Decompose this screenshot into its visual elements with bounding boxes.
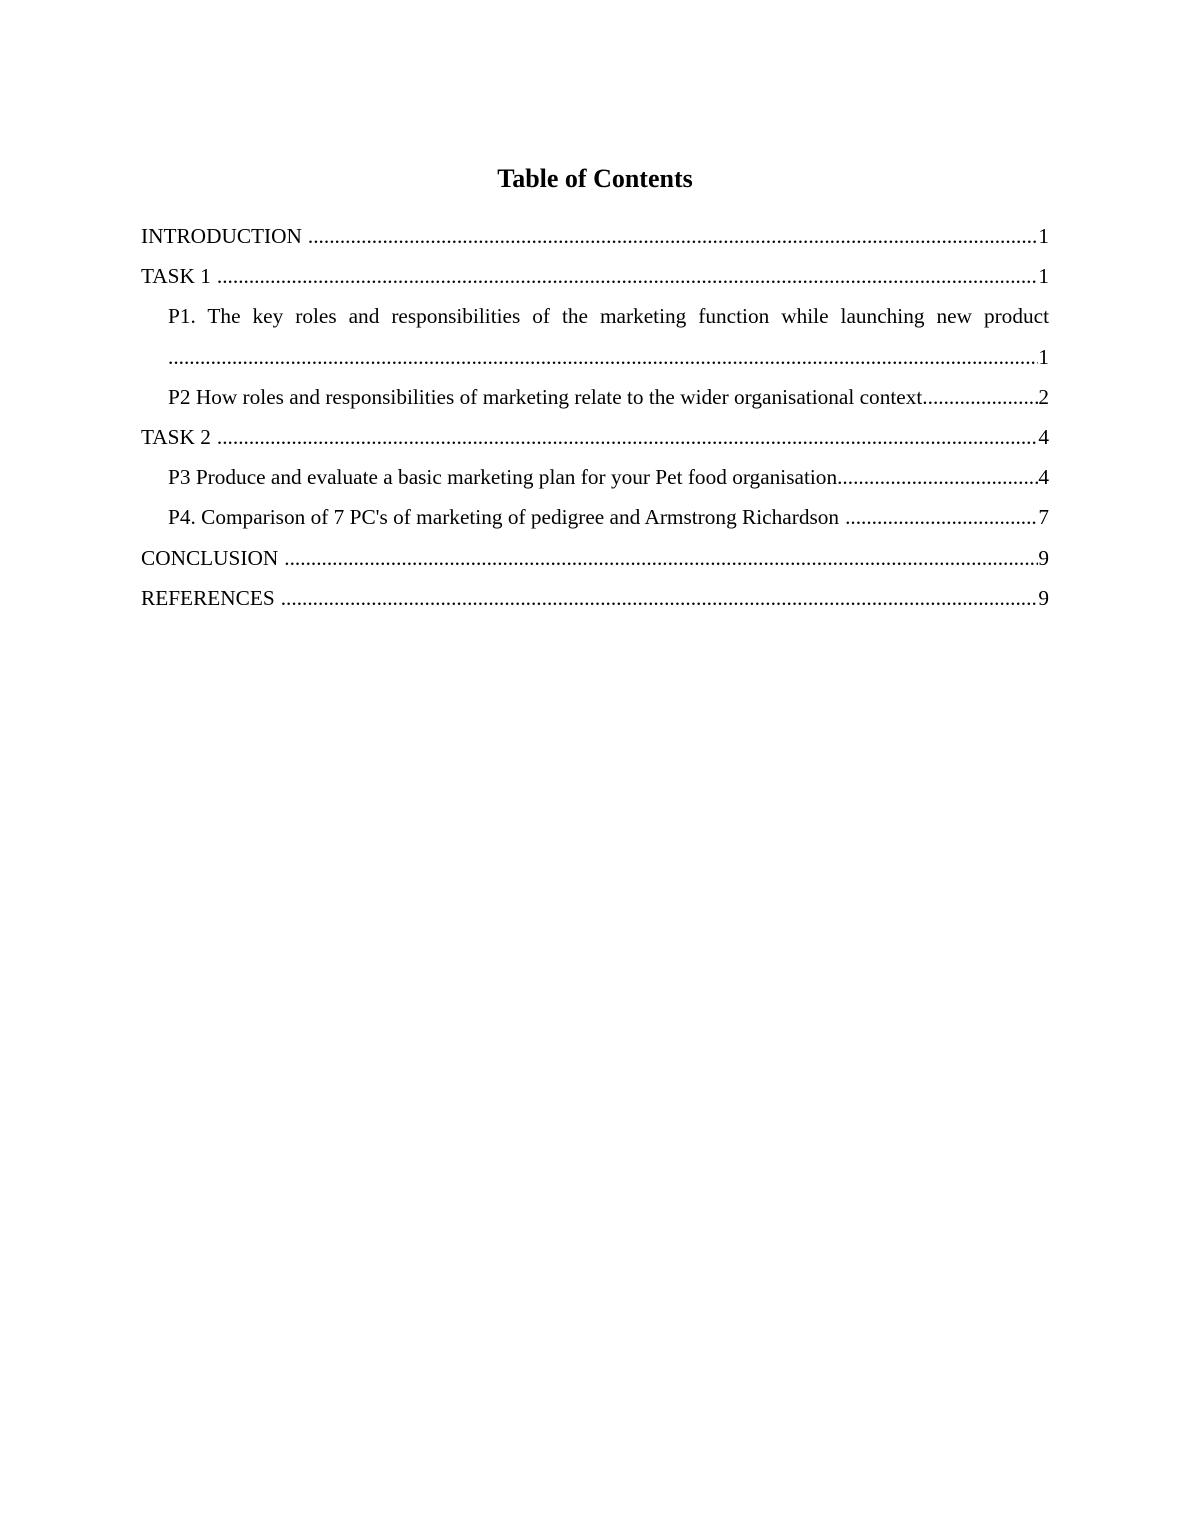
toc-entry-text: P1. The key roles and responsibilities of the marketing function while launching new product [168, 304, 1049, 329]
toc-dot-leader [284, 538, 1038, 578]
toc-page-number: 2 [1038, 384, 1049, 409]
toc-entry-p3[interactable] [141, 457, 1049, 497]
toc-page-number: 7 [1038, 505, 1049, 530]
toc-page-number: 9 [1038, 585, 1049, 610]
toc-entry-references[interactable] [141, 578, 1049, 618]
toc-entry-task-2[interactable] [141, 417, 1049, 457]
toc-entry-task-1[interactable] [141, 256, 1049, 296]
toc-dot-leader [837, 457, 1038, 497]
toc-entry-p1[interactable] [141, 296, 1049, 376]
toc-page-number: 1 [1038, 224, 1049, 248]
toc-title: Table of Contents [497, 164, 693, 193]
toc-entry-text: P2 How roles and responsibilities of marketing relate to the wider organisational context [168, 384, 923, 409]
toc-entry-text: REFERENCES [141, 585, 275, 610]
toc-entry-text: INTRODUCTION [141, 224, 302, 248]
toc-entry-text: CONCLUSION [141, 545, 279, 570]
table-of-contents [141, 216, 1049, 618]
toc-entry-text: TASK 1 [141, 264, 211, 289]
toc-dot-leader [168, 337, 1038, 377]
toc-entry-p2[interactable] [141, 377, 1049, 417]
toc-dot-leader [308, 216, 1038, 256]
toc-entry-conclusion[interactable] [141, 538, 1049, 578]
toc-dot-leader [217, 417, 1038, 457]
toc-entry-text: P4. Comparison of 7 PC's of marketing of pedigree and Armstrong Richardson [168, 505, 840, 530]
toc-page-number: 1 [1038, 344, 1049, 369]
toc-page-number: 4 [1038, 465, 1049, 490]
toc-entry-p4[interactable] [141, 497, 1049, 537]
toc-entry-text: P3 Produce and evaluate a basic marketing plan for your Pet food organisation [168, 465, 838, 490]
toc-dot-leader [217, 256, 1038, 296]
toc-entry-introduction[interactable] [141, 216, 1049, 256]
toc-dot-leader [922, 377, 1038, 417]
toc-page-number: 4 [1038, 424, 1049, 449]
toc-page-number: 9 [1038, 545, 1049, 570]
toc-dot-leader [281, 578, 1039, 618]
toc-page-number: 1 [1038, 264, 1049, 289]
toc-entry-text: TASK 2 [141, 424, 211, 449]
toc-dot-leader [845, 497, 1038, 537]
